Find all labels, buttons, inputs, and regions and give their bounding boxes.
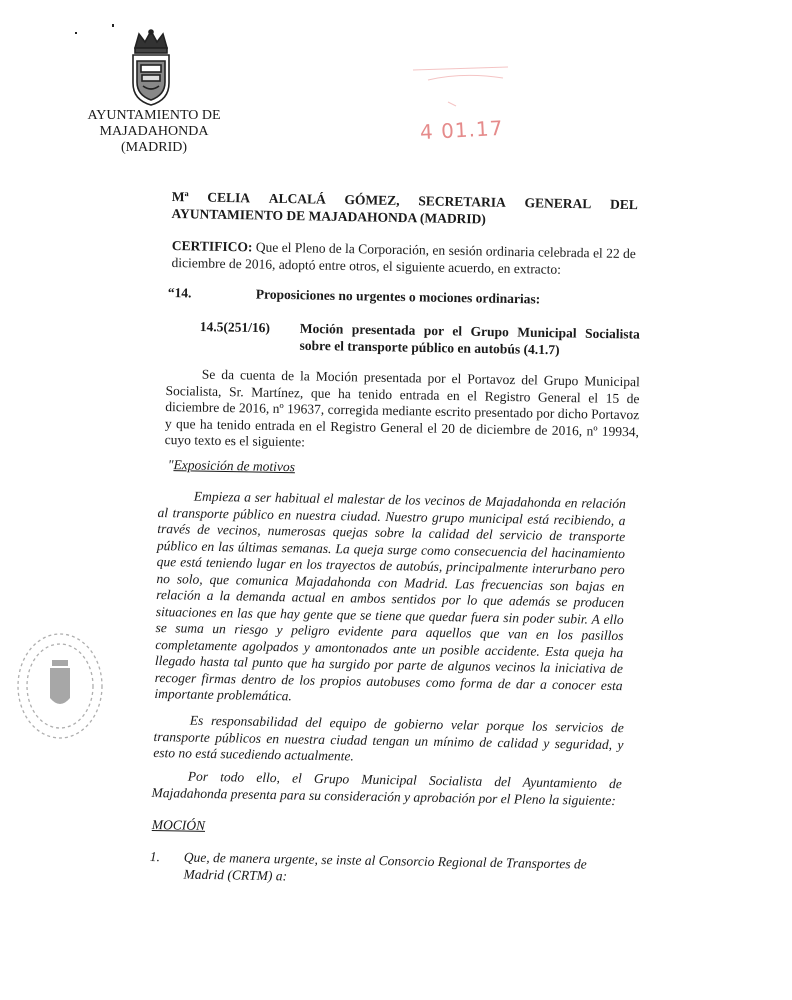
title-word: CELIA [207,189,251,206]
agenda-item-14-5 [199,318,640,360]
title-word: GENERAL [524,195,592,212]
certifico-label: CERTIFICO: [171,238,253,255]
intro-paragraph [165,366,640,457]
paragraph-text: Empieza a ser habitual el malestar de los vecinos de Majadahonda en relación al transporte público en nuestra ciudad. Nuestro grupo municipal está recibiendo, a través de vecinos, numerosas quejas sobre la calidad del servicio de transporte público en las últimas semanas. La queja surge como consecuencia del hacinamiento que está teniendo lugar en los trayectos de autobús, principalmente interurbano pero no solo, que comunica Majadahonda con Madrid. Las frecuencias son bajas en relación a la demanda actual en ambos sentidos por lo que además se producen situaciones en las que hay gente que se tiene que quedar fuera sin poder subir. A ello se suma un riesgo y peligro evidente para aquellos que van en los pasillos completamente agolpados y amontonados ante un posible accidente. Esta queja ha llegado hasta tal punto que ha surgido por parte de algunos vecinos la iniciativa de recoger firmas dentro de los propios autobuses como forma de dar a conocer esta importante problemática. [154,488,626,704]
coat-of-arms-icon [125,28,177,108]
municipality-header [78,108,230,156]
paragraph-text: Por todo ello, el Grupo Municipal Socialista del Ayuntamiento de Majadahonda presenta para su consideración y aprobación por el Pleno la siguiente: [151,768,622,808]
certifico-text: Que el Pleno de la Corporación, en sesión ordinaria celebrada el 22 de diciembre de 2016, adoptó entre otros, el siguiente acuerdo, en extracto: [171,239,636,277]
title-word: DEL [609,196,638,213]
header-line-2: MAJADAHONDA [99,124,209,139]
title-word: Mª [171,188,189,205]
point-text: Que, de manera urgente, se inste al Consorcio Regional de Transportes de Madrid (CRTM) a: [183,849,587,883]
intro-text: Se da cuenta de la Moción presentada por el Portavoz del Grupo Municipal Socialista, Sr. Martínez, que ha tenido entrada en el Registro General el 15 de diciembre de 2016, nº 19637, corregida mediante escrito presentado por dicho Portavoz y que ha tenido entrada en el Registro General el 20 de diciembre de 2016, nº 19934, cuyo texto es el siguiente: [164,366,640,450]
open-quote: " [167,457,174,473]
title-word: ALCALÁ [268,190,326,207]
motion-paragraph-1 [154,488,626,711]
item-code: 14.5(251/16) [199,318,271,336]
section-heading-text: Exposición de motivos [173,457,296,475]
agenda-item-14 [168,285,638,309]
item-title: Proposiciones no urgentes o mociones ordinarias: [255,286,541,307]
scan-speck [75,32,77,34]
motion-paragraph-3 [151,768,622,809]
motion-point-1 [149,849,620,890]
header-line-3: (MADRID) [120,140,188,155]
certifico-paragraph [171,238,636,279]
section-heading-mocion: MOCIÓN [151,817,206,833]
title-line-2: AYUNTAMIENTO DE MAJADAHONDA (MADRID) [171,205,487,227]
scan-speck [112,24,114,27]
title-word: SECRETARIA [418,193,506,210]
item-description: Moción presentada por el Grupo Municipal Socialista sobre el transporte público en autobús (4.1.7) [299,320,640,358]
document-title [171,188,638,230]
title-word: GÓMEZ, [344,192,400,208]
paragraph-text: Es responsabilidad del equipo de gobierno velar porque los servicios de transporte públicos en nuestra ciudad tengan un mínimo de calidad y seguridad, y esto no está sucediendo actualmente. [153,712,624,764]
motion-paragraph-2 [153,712,624,770]
section-heading-exposicion [168,457,295,475]
stamp-date: 4 01.17 [419,115,504,145]
point-number: 1. [149,849,161,865]
municipal-seal-icon [6,628,104,746]
item-number: “14. [167,285,192,301]
header-line-1: AYUNTAMIENTO DE [87,108,221,123]
